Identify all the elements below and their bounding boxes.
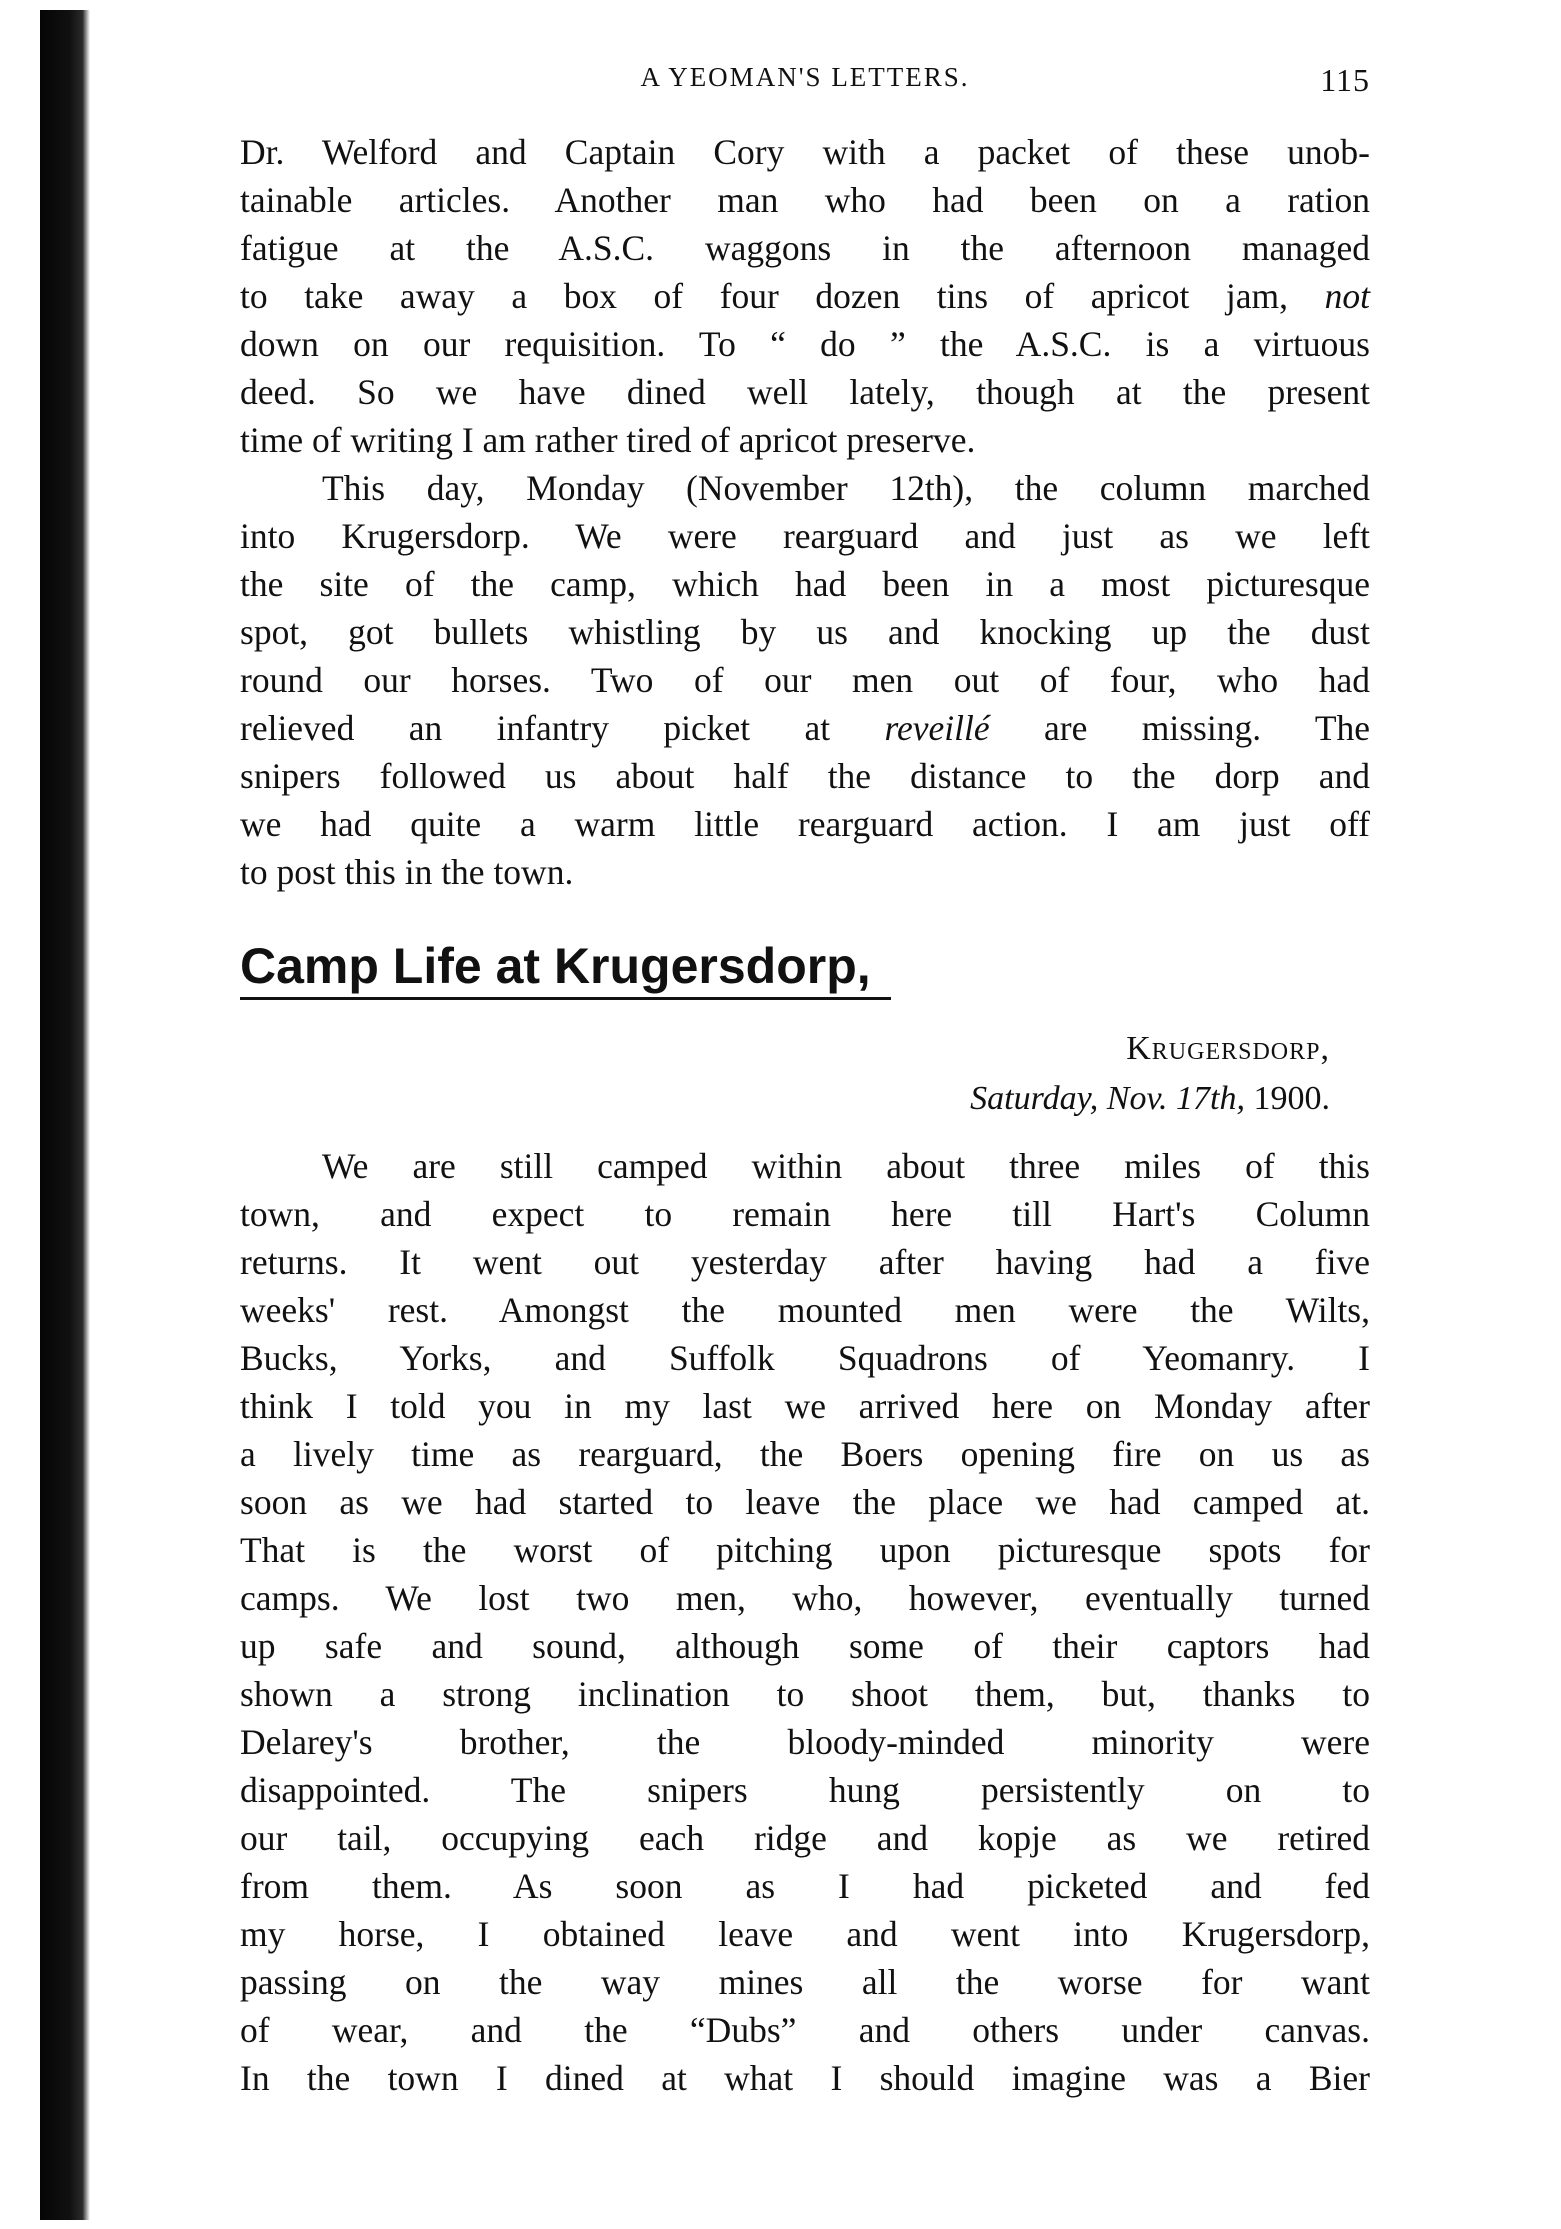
text-line: we had quite a warm little rearguard action. I am just off	[240, 804, 1370, 844]
date-month: Nov.	[1106, 1080, 1168, 1117]
text-line: shown a strong inclination to shoot them, but, thanks to	[240, 1674, 1370, 1714]
text-line: deed. So we have dined well lately, though at the present	[240, 372, 1370, 412]
text-line: my horse, I obtained leave and went into Krugersdorp,	[240, 1914, 1370, 1954]
text-line: to post this in the town.	[240, 852, 574, 892]
text-line: the site of the camp, which had been in a most picturesque	[240, 564, 1370, 604]
italic-word: reveillé	[884, 708, 990, 748]
section-heading: Camp Life at Krugersdorp,	[240, 935, 891, 1000]
text-line	[240, 272, 1370, 320]
page-number: 115	[1320, 62, 1370, 98]
text-line: disappointed. The snipers hung persistently on to	[240, 1770, 1370, 1810]
text-line: our tail, occupying each ridge and kopje as we retired	[240, 1818, 1370, 1858]
text-line: a lively time as rearguard, the Boers opening fire on us as	[240, 1434, 1370, 1474]
text-line: round our horses. Two of our men out of four, who had	[240, 660, 1370, 700]
text-line: Dr. Welford and Captain Cory with a packet of these unob-	[240, 132, 1370, 172]
text-span: are missing. The	[1044, 708, 1371, 748]
section2-text	[240, 1142, 1370, 2102]
text-line: tainable articles. Another man who had been on a ration	[240, 180, 1370, 220]
text-line: town, and expect to remain here till Hart's Column	[240, 1194, 1370, 1234]
text-line: soon as we had started to leave the place we had camped at.	[240, 1482, 1370, 1522]
text-line: passing on the way mines all the worse for want	[240, 1962, 1370, 2002]
text-span: relieved an infantry picket at	[240, 708, 831, 748]
dateline-date	[240, 1080, 1330, 1118]
running-head	[240, 62, 1370, 106]
text-line: think I told you in my last we arrived here on Monday after	[240, 1386, 1370, 1426]
dateline-place: Krugersdorp,	[1126, 1030, 1330, 1067]
text-line: time of writing I am rather tired of apricot preserve.	[240, 420, 976, 460]
text-line: This day, Monday (November 12th), the column marched	[322, 468, 1370, 508]
text-line: returns. It went out yesterday after having had a five	[240, 1242, 1370, 1282]
text-line: In the town I dined at what I should imagine was a Bier	[240, 2058, 1370, 2098]
text-line: Delarey's brother, the bloody-minded minority were	[240, 1722, 1370, 1762]
text-line: That is the worst of pitching upon picturesque spots for	[240, 1530, 1370, 1570]
book-binding-edge	[40, 10, 90, 2220]
running-head-title: A YEOMAN'S LETTERS.	[640, 62, 970, 92]
text-line: snipers followed us about half the distance to the dorp and	[240, 756, 1370, 796]
text-line: down on our requisition. To “ do ” the A.S.C. is a virtuous	[240, 324, 1370, 364]
text-line: We are still camped within about three miles of this	[322, 1146, 1370, 1186]
date-number: 17th,	[1176, 1080, 1245, 1117]
text-line: fatigue at the A.S.C. waggons in the afternoon managed	[240, 228, 1370, 268]
date-day: Saturday,	[970, 1080, 1099, 1117]
italic-word: not	[1324, 276, 1371, 316]
text-line: from them. As soon as I had picketed and fed	[240, 1866, 1370, 1906]
section1-text	[240, 128, 1370, 896]
text-line: camps. We lost two men, who, however, eventually turned	[240, 1578, 1370, 1618]
text-line: into Krugersdorp. We were rearguard and just as we left	[240, 516, 1370, 556]
text-span: to take away a box of four dozen tins of apricot jam,	[240, 276, 1289, 316]
text-line: weeks' rest. Amongst the mounted men were the Wilts,	[240, 1290, 1370, 1330]
text-line: Bucks, Yorks, and Suffolk Squadrons of Yeomanry. I	[240, 1338, 1370, 1378]
text-line: of wear, and the “Dubs” and others under canvas.	[240, 2010, 1370, 2050]
text-line	[240, 704, 1370, 752]
text-line: up safe and sound, although some of their captors had	[240, 1626, 1370, 1666]
date-year: 1900.	[1253, 1080, 1330, 1117]
text-line: spot, got bullets whistling by us and knocking up the dust	[240, 612, 1370, 652]
